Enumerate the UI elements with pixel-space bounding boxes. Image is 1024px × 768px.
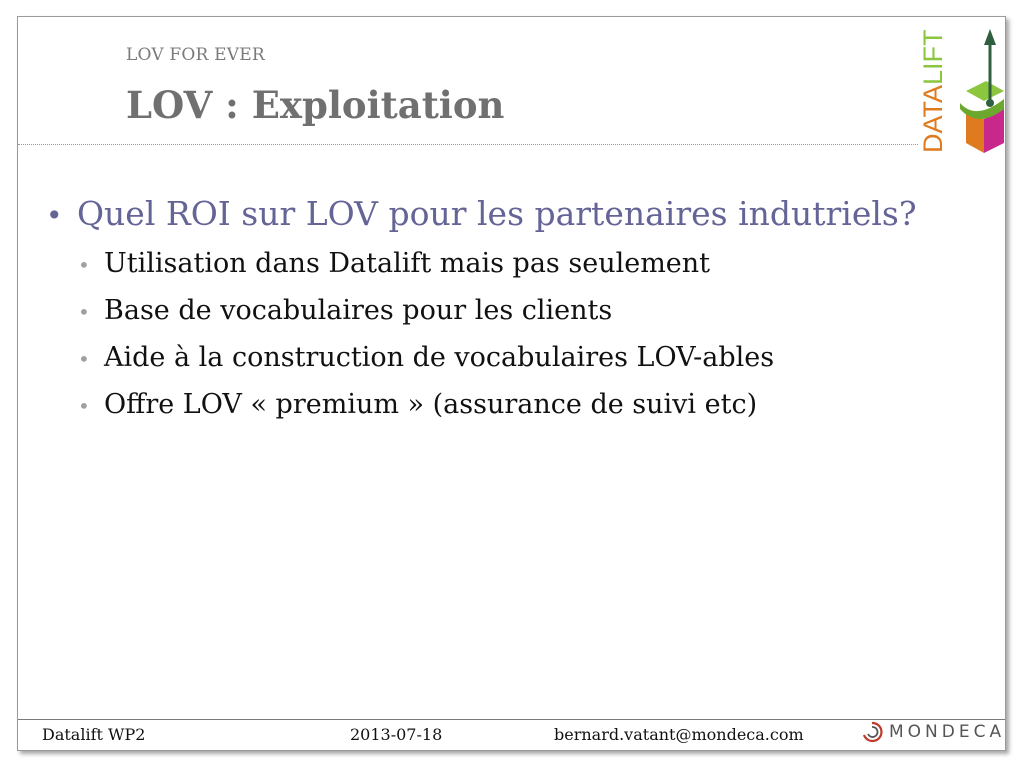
datalift-logo (916, 21, 1006, 157)
mondeca-wordmark: MONDECA (889, 722, 1006, 742)
mondeca-swirl-icon (861, 721, 883, 743)
bullet-dot-icon: • (46, 199, 63, 232)
section-label: LOV FOR EVER (126, 45, 265, 65)
sub-bullet-text: Utilisation dans Datalift mais pas seulement (104, 248, 711, 279)
cube-top-face (966, 81, 1004, 101)
sub-bullet-dot-icon: • (78, 300, 90, 324)
logo-text-data: DATA (918, 84, 948, 153)
sub-bullet (78, 335, 986, 382)
arrow-head-icon (984, 29, 996, 45)
datalift-logo-text (918, 29, 948, 153)
slide-title: LOV : Exploitation (126, 83, 505, 127)
sub-bullet-dot-icon: • (78, 253, 90, 277)
sub-bullet-dot-icon: • (78, 347, 90, 371)
slide (17, 16, 1006, 751)
footer-date: 2013-07-18 (350, 725, 443, 744)
title-divider (18, 144, 918, 145)
sub-bullet-dot-icon: • (78, 394, 90, 418)
footer-project: Datalift WP2 (42, 725, 146, 744)
main-bullet-text: Quel ROI sur LOV pour les partenaires indutriels? (77, 194, 917, 233)
main-bullet (46, 193, 986, 237)
sub-bullet-text: Base de vocabulaires pour les clients (104, 295, 613, 326)
mondeca-logo (861, 721, 1005, 743)
logo-text-lift: LIFT (918, 29, 948, 85)
sub-bullet (78, 382, 986, 429)
sub-bullet-text: Offre LOV « premium » (assurance de suivi etc) (104, 389, 758, 420)
footer-email: bernard.vatant@mondeca.com (554, 725, 804, 744)
sub-bullet-text: Aide à la construction de vocabulaires LOV-ables (104, 342, 775, 373)
arrow-base-icon (986, 99, 994, 107)
slide-content (46, 193, 986, 429)
sub-bullet (78, 288, 986, 335)
sub-bullet-list (46, 241, 986, 429)
sub-bullet (78, 241, 986, 288)
footer-divider (18, 719, 1005, 720)
